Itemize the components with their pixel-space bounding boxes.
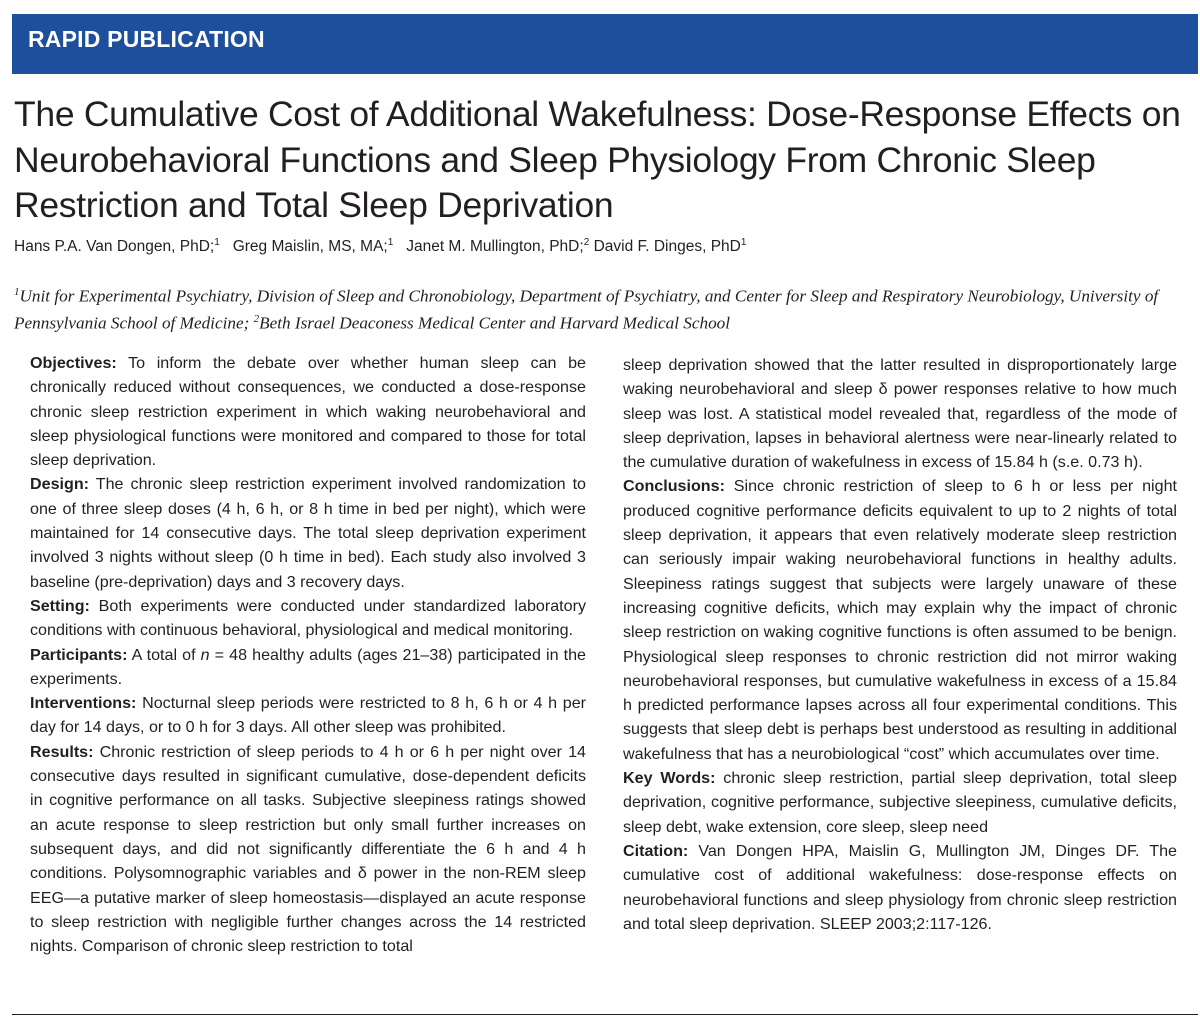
abstract-conclusions bbox=[623, 474, 1177, 766]
affiliation-mark: 2 bbox=[253, 312, 260, 325]
author-affiliation-mark: 1 bbox=[740, 237, 747, 248]
section-label: Citation: bbox=[623, 841, 689, 860]
affiliation-text: Unit for Experimental Psychiatry, Division of Sleep and Chronobiology, Department of Psychiatry, and Center for Sleep and Respiratory Neurobiology, University of Pennsylvania School of Medicine; bbox=[14, 286, 1159, 333]
section-label: Results: bbox=[30, 742, 94, 761]
section-text: Nocturnal sleep periods were restricted to 8 h, 6 h or 4 h per day for 14 days, or to 0 h for 3 days. All other sleep was prohibited. bbox=[30, 694, 586, 737]
section-text: = 48 healthy adults (ages 21–38) participated in the experiments. bbox=[30, 645, 586, 688]
section-text: sleep deprivation showed that the latter resulted in disproportionately large waking neurobehavioral and sleep δ power responses relative to how much sleep was lost. A statistical model revealed that, regardless of the mode of sleep deprivation, lapses in behavioral alertness were near-linearly related to the cumulative duration of wakefulness in excess of 15.84 h (s.e. 0.73 h). bbox=[623, 356, 1177, 472]
section-label: Setting: bbox=[30, 596, 90, 615]
abstract-results bbox=[30, 740, 586, 959]
author-affiliation-mark: 2 bbox=[583, 237, 590, 248]
abstract-column-left bbox=[30, 351, 586, 958]
abstract-interventions bbox=[30, 691, 586, 740]
affiliation-mark: 1 bbox=[14, 286, 20, 298]
section-text: The chronic sleep restriction experiment involved randomization to one of three sleep doses (4 h, 6 h, or 8 h time in bed per night), which were maintained for 14 consecutive days. The total sleep deprivation experiment involved 3 nights without sleep (0 h time in bed). Each study also involved 3 baseline (pre-deprivation) days and 3 recovery days. bbox=[30, 475, 586, 591]
abstract-citation bbox=[623, 839, 1177, 936]
section-label: Conclusions: bbox=[623, 477, 725, 496]
abstract-participants bbox=[30, 643, 586, 692]
abstract-column-right bbox=[623, 353, 1177, 936]
abstract-keywords bbox=[623, 766, 1177, 839]
author-name: Greg Maislin, MS, MA; bbox=[232, 238, 388, 256]
abstract-objectives bbox=[30, 351, 586, 472]
author-affiliation-mark: 1 bbox=[387, 237, 394, 248]
author-list bbox=[14, 237, 1194, 256]
section-text: Chronic restriction of sleep periods to 4 h or 6 h per night over 14 consecutive days resulted in significant cumulative, dose-dependent deficits in cognitive performance on all tasks. Subjective sleepiness ratings showed an acute response to sleep restriction but only small further increases on subsequent days, and did not significantly differentiate the 6 h and 4 h conditions. Polysomnographic variables and δ power in the non-REM sleep EEG—a putative marker of sleep homeostasis—displayed an acute response to sleep restriction with negligible further changes across the 14 restricted nights. Comparison of chronic sleep restriction to total bbox=[30, 742, 586, 956]
banner-label: RAPID PUBLICATION bbox=[28, 26, 265, 52]
section-label: Key Words: bbox=[623, 769, 716, 788]
affiliations bbox=[14, 281, 1196, 334]
section-text: Since chronic restriction of sleep to 6 h or less per night produced cognitive performance deficits equivalent to up to 2 nights of total sleep deprivation, it appears that even relatively moderate sleep restriction can seriously impair waking neurobehavioral functions in healthy adults. Sleepiness ratings suggest that subjects were largely unaware of these increasing cognitive deficits, which may explain why the impact of chronic sleep restriction on waking cognitive functions is often assumed to be benign. Physiological sleep responses to chronic restriction did not mirror waking neurobehavioral responses, but cumulative wakefulness in excess of a 15.84 h predicted performance lapses across all four experimental conditions. This suggests that sleep debt is perhaps best understood as resulting in additional wakefulness that has a neurobiological “cost” which accumulates over time. bbox=[623, 477, 1177, 763]
section-label: Interventions: bbox=[30, 694, 137, 713]
section-text: Van Dongen HPA, Maislin G, Mullington JM, Dinges DF. The cumulative cost of additional wakefulness: dose-response effects on neurobehavioral functions and sleep physiology from chronic sleep restriction and total sleep deprivation. SLEEP 2003;2:117-126. bbox=[623, 841, 1177, 933]
section-text: To inform the debate over whether human sleep can be chronically reduced without consequences, we conducted a dose-response chronic sleep restriction experiment in which waking neurobehavioral and sleep physiological functions were monitored and compared to those for total sleep deprivation. bbox=[30, 354, 586, 470]
author-name: Hans P.A. Van Dongen, PhD; bbox=[14, 238, 215, 256]
article-title: The Cumulative Cost of Additional Wakefulness: Dose-Response Effects on Neurobehavioral Functions and Sleep Physiology From Chronic Sleep Restriction and Total Sleep Deprivation bbox=[14, 94, 1181, 225]
abstract-results-continued bbox=[623, 353, 1177, 474]
section-label: Design: bbox=[30, 475, 90, 494]
affiliation-text: Beth Israel Deaconess Medical Center and Harvard Medical School bbox=[259, 313, 731, 333]
sample-size-symbol: n bbox=[200, 645, 210, 664]
section-text: Both experiments were conducted under standardized laboratory conditions with continuous behavioral, physiological and medical monitoring. bbox=[30, 596, 586, 640]
bottom-rule bbox=[12, 1014, 1198, 1015]
abstract-setting bbox=[30, 594, 586, 643]
section-label: Objectives: bbox=[30, 354, 117, 372]
author-name: Janet M. Mullington, PhD; bbox=[406, 238, 584, 256]
section-banner bbox=[12, 14, 1198, 74]
section-label: Participants: bbox=[30, 645, 128, 664]
abstract-design bbox=[30, 472, 586, 593]
author-affiliation-mark: 1 bbox=[214, 237, 220, 248]
author-name: David F. Dinges, PhD bbox=[593, 238, 741, 256]
section-text: chronic sleep restriction, partial sleep deprivation, total sleep deprivation, cognitive performance, subjective sleepiness, cumulative deficits, sleep debt, wake extension, core sleep, sleep need bbox=[623, 769, 1177, 836]
section-text: A total of bbox=[127, 645, 201, 664]
